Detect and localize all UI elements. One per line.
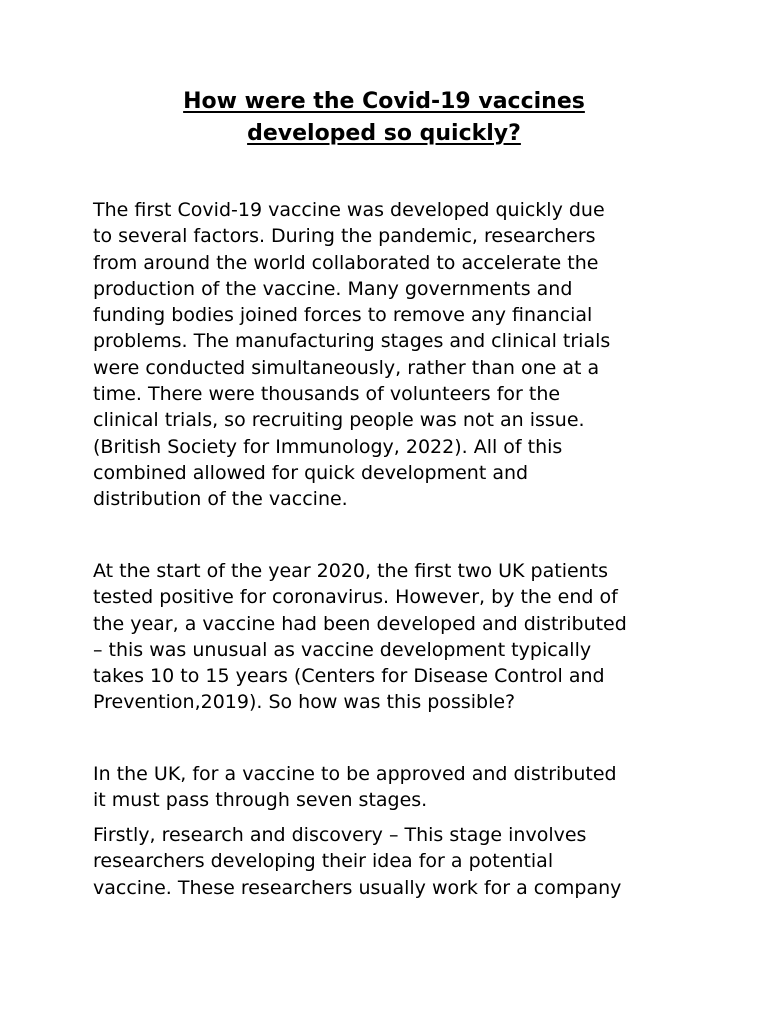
- document-title: [93, 86, 675, 150]
- paragraph-research-discovery: Firstly, research and discovery – This stage involves researchers developing their idea for a potential vaccine. These researchers usually work for a company: [93, 824, 622, 899]
- title-line-1: How were the Covid-19 vaccines: [183, 89, 585, 114]
- paragraph-timeline: At the start of the year 2020, the first two UK patients tested positive for coronavirus. However, by the end of the year, a vaccine had been developed and distributed – this was unusual as vaccine development typically takes 10 to 15 years (Centers for Disease Control and Prevention,2019). So how was this possible?: [93, 560, 627, 714]
- paragraph-seven-stages: In the UK, for a vaccine to be approved and distributed it must pass through seven stages.: [93, 763, 617, 812]
- paragraph-factors: The first Covid-19 vaccine was developed quickly due to several factors. During the pandemic, researchers from around the world collaborated to accelerate the production of the vaccine. Many governments and funding bodies joined forces to remove any financial problems. The manufacturing stages and clinical trials were conducted simultaneously, rather than one at a time. There were thousands of volunteers for the clinical trials, so recruiting people was not an issue. (British Society for Immunology, 2022). All of this combined allowed for quick development and distribution of the vaccine.: [93, 199, 611, 511]
- title-line-2: developed so quickly?: [247, 121, 521, 146]
